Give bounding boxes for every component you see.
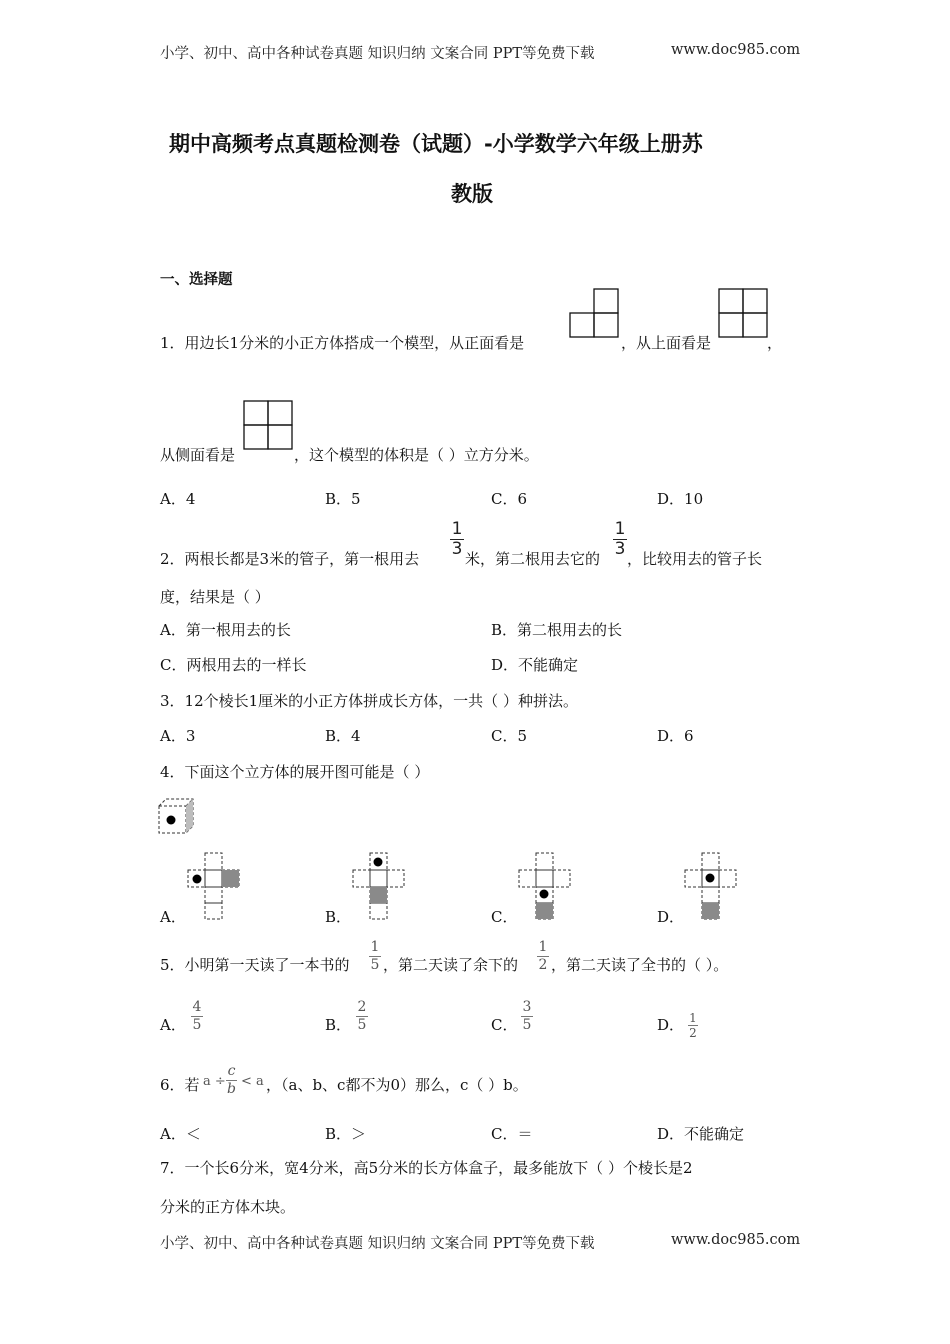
q4-option-d: D． — [657, 908, 685, 926]
fraction-denominator: 5 — [192, 1017, 202, 1033]
cube-figure — [158, 798, 198, 838]
q5-text-part3: ，第二天读了全书的（ ）。 — [551, 956, 729, 974]
q2-text-part1: 2．两根长都是3米的管子，第一根用去 — [160, 550, 420, 568]
cube-net-option-c — [518, 852, 572, 920]
page-title: 期中高频考点真题检测卷（试题）-小学数学六年级上册苏 — [169, 132, 703, 156]
fraction-numerator: 1 — [614, 519, 626, 539]
q6-expression-left: a ÷ — [203, 1074, 226, 1089]
fraction-denominator: b — [227, 1081, 236, 1097]
cube-net-option-a — [187, 852, 241, 920]
q1-text-part4: 从侧面看是 — [160, 446, 236, 464]
q2-option-c: C．两根用去的一样长 — [160, 656, 307, 674]
q6-option-c: C．＝ — [491, 1125, 533, 1143]
q4-option-a: A． — [160, 908, 186, 926]
q7-text-line2: 分米的正方体木块。 — [160, 1198, 296, 1216]
q6-text-part1: 6．若 — [160, 1076, 200, 1094]
q5-option-c-fraction — [521, 1000, 533, 1033]
q7-text-line1: 7．一个长6分米，宽4分米，高5分米的长方体盒子，最多能放下（ ）个棱长是2 — [160, 1159, 693, 1177]
q3-option-a: A．3 — [160, 727, 196, 745]
q1-text-part3: ， — [767, 334, 783, 352]
q5-fraction-2 — [537, 940, 549, 973]
section-heading: 一、选择题 — [160, 272, 233, 288]
q4-option-b: B． — [325, 908, 352, 926]
q1-text-part2: ，从上面看是 — [621, 334, 712, 352]
cube-net-option-d — [684, 852, 738, 920]
fraction-numerator: 1 — [370, 939, 380, 955]
page-header-url: www.doc985.com — [671, 42, 801, 58]
fraction-denominator: 5 — [522, 1017, 532, 1033]
q3-option-d: D．6 — [657, 727, 694, 745]
q2-text-part3: ，比较用去的管子长 — [627, 550, 763, 568]
q1-option-d: D．10 — [657, 490, 704, 508]
fraction-denominator: 5 — [370, 957, 380, 973]
q6-option-d: D．不能确定 — [657, 1125, 745, 1143]
fraction-numerator: 1 — [689, 1011, 697, 1025]
q5-option-d-fraction — [688, 1012, 698, 1039]
q1-option-a: A．4 — [160, 490, 196, 508]
q5-option-b-fraction — [356, 1000, 368, 1033]
fraction-denominator: 3 — [614, 539, 626, 559]
q4-text: 4．下面这个立方体的展开图可能是（ ） — [160, 763, 430, 781]
page-footer-text: 小学、初中、高中各种试卷真题 知识归纳 文案合同 PPT等免费下载 — [160, 1236, 595, 1252]
q6-option-b: B．＞ — [325, 1125, 367, 1143]
q6-expression-right: < a — [241, 1074, 264, 1089]
q2-text-line2: 度，结果是（ ） — [160, 588, 270, 606]
page-title-line2: 教版 — [451, 182, 493, 206]
q3-text: 3．12个棱长1厘米的小正方体拼成长方体，一共（ ）种拼法。 — [160, 692, 578, 710]
fraction-numerator: 2 — [357, 999, 367, 1015]
fraction-numerator: 1 — [538, 939, 548, 955]
q1-option-b: B．5 — [325, 490, 361, 508]
q2-fraction-1 — [450, 521, 464, 558]
top-view-figure — [718, 288, 768, 338]
q2-fraction-2 — [613, 521, 627, 558]
fraction-denominator: 2 — [689, 1026, 697, 1040]
front-view-figure — [569, 288, 619, 338]
q1-text-part5: ，这个模型的体积是（ ）立方分米。 — [294, 446, 539, 464]
q2-option-a: A．第一根用去的长 — [160, 621, 291, 639]
q2-option-b: B．第二根用去的长 — [491, 621, 623, 639]
q2-text-part2: 米，第二根用去它的 — [465, 550, 601, 568]
q6-expression-fraction — [226, 1064, 237, 1097]
q5-option-a: A． — [160, 1016, 186, 1034]
fraction-numerator: 4 — [192, 999, 202, 1015]
q4-option-c: C． — [491, 908, 518, 926]
q3-option-c: C．5 — [491, 727, 528, 745]
page-header-text: 小学、初中、高中各种试卷真题 知识归纳 文案合同 PPT等免费下载 — [160, 46, 595, 62]
cube-net-option-b — [352, 852, 406, 920]
q1-option-c: C．6 — [491, 490, 528, 508]
q3-option-b: B．4 — [325, 727, 361, 745]
q5-option-b: B． — [325, 1016, 352, 1034]
fraction-numerator: 1 — [451, 519, 463, 539]
fraction-numerator: 3 — [522, 999, 532, 1015]
fraction-denominator: 2 — [538, 957, 548, 973]
q5-text-part1: 5．小明第一天读了一本书的 — [160, 956, 350, 974]
page-footer-url: www.doc985.com — [671, 1232, 801, 1248]
q6-text-part2: ，（a、b、c都不为0）那么，c（ ）b。 — [266, 1076, 528, 1094]
q1-text-part1: 1．用边长1分米的小正方体搭成一个模型，从正面看是 — [160, 334, 525, 352]
q5-fraction-1 — [369, 940, 381, 973]
q5-option-d: D． — [657, 1016, 685, 1034]
q5-option-a-fraction — [191, 1000, 203, 1033]
fraction-numerator: c — [227, 1063, 236, 1079]
fraction-denominator: 5 — [357, 1017, 367, 1033]
q6-option-a: A．＜ — [160, 1125, 201, 1143]
q2-option-d: D．不能确定 — [491, 656, 579, 674]
side-view-figure — [243, 400, 293, 450]
q5-text-part2: ，第二天读了余下的 — [383, 956, 519, 974]
fraction-denominator: 3 — [451, 539, 463, 559]
q5-option-c: C． — [491, 1016, 518, 1034]
